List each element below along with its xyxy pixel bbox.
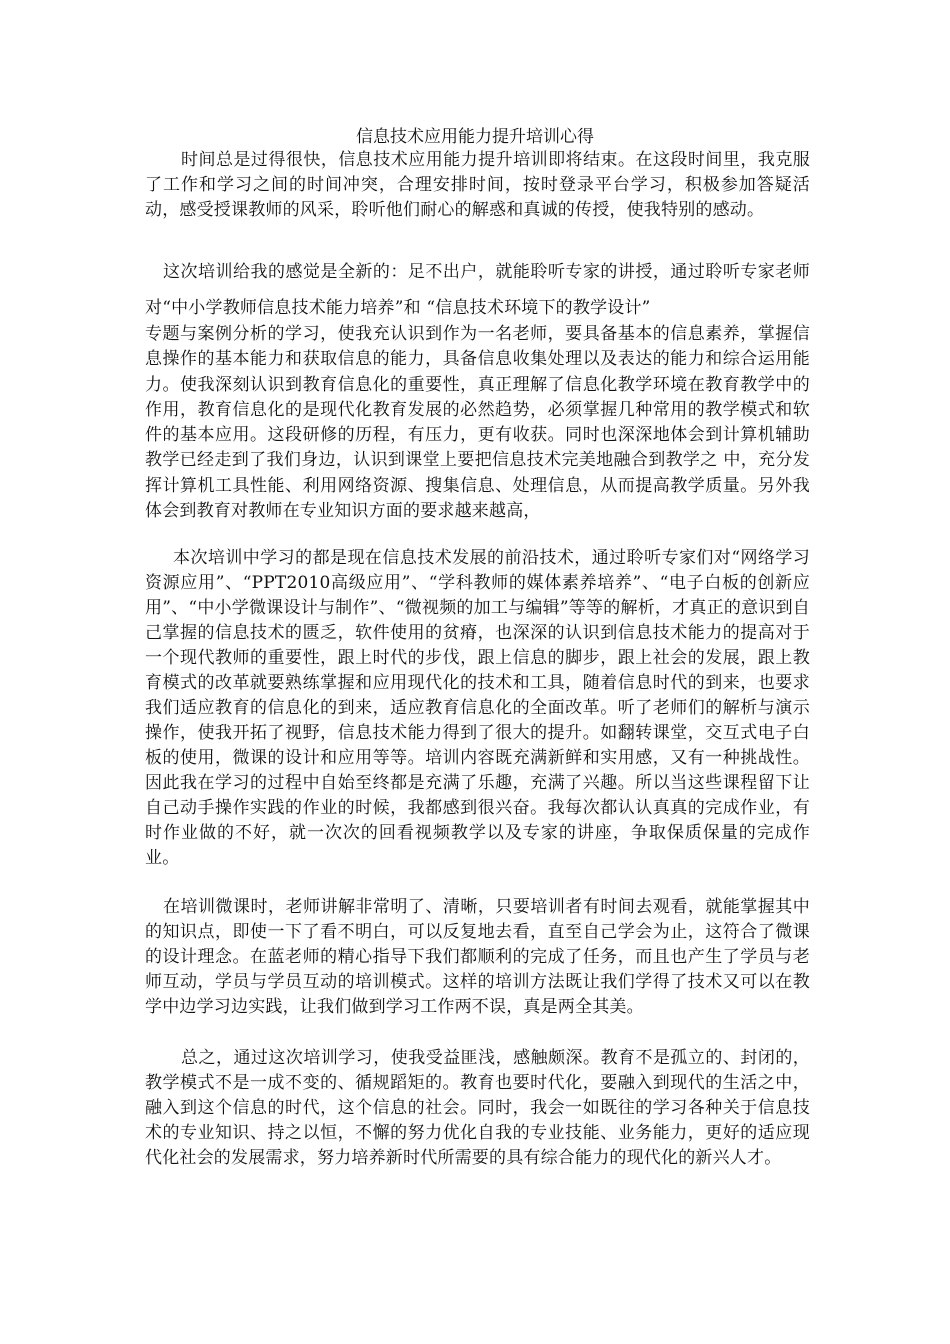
paragraph-content: 本次培训中学习的都是现在信息技术发展的前沿技术，通过聆听专家们对“网络学习资源应用”、“PPT2010高级应用”、“学科教师的媒体素养培养”、“电子白板的创新应用”、“中小学微课设计与制作”、“微视频的加工与编辑”等等的解析，才真正的意识到自己掌握的信息技术的匮乏，软件使用的贫瘠，也深深的认识到信息技术能力的提高对于一个现代教师的重要性，跟上时代的步伐，跟上信息的脚步，跟上社会的发展，跟上教育模式的改革就要熟练掌握和应用现代化的技术和工具，随着信息时代的到来，也要求我们适应教育的信息化的到来，适应教育信息化的全面改革。听了老师们的解析与演示操作，使我开拓了视野，信息技术能力得到了很大的提升。如翻转课堂，交互式电子白板的使用，微课的设计和应用等等。培训内容既充满新鲜和实用感，又有一种挑战性。因此我在学习的过程中自始至终都是充满了乐趣，充满了兴趣。所以当这些课程留下让自己动手操作实践的作业的时候，我都感到很兴奋。我每次都认认真真的完成作业，有时作业做的不好，就一次次的回看视频教学以及专家的讲座，争取保质保量的完成作业。 xyxy=(145,548,810,868)
paragraph-conclusion: 总之，通过这次培训学习，使我受益匪浅，感触颇深。教育不是孤立的、封闭的，教学模式不是一成不变的、循规蹈矩的。教育也要时代化，要融入到现代的生活之中，融入到这个信息的时代，这个信息的社会。同时，我会一如既往的学习各种关于信息技术的专业知识、持之以恒，不懈的努力优化自我的专业技能、业务能力，更好的适应现代化社会的发展需求，努力培养新时代所需要的具有综合能力的现代化的新兴人才。 xyxy=(145,1048,810,1168)
document-title: 信息技术应用能力提升培训心得 xyxy=(356,127,594,147)
paragraph-feeling-body: 专题与案例分析的学习，使我充认识到作为一名老师，要具备基本的信息素养，掌握信息操作的基本能力和获取信息的能力，具备信息收集处理以及表达的能力和综合运用能力。使我深刻认识到教育信息化的重要性，真正理解了信息化教学环境在教育教学中的作用，教育信息化的是现代化教育发展的必然趋势，必须掌握几种常用的教学模式和软件的基本应用。这段研修的历程，有压力，更有收获。同时也深深地体会到计算机辅助教学已经走到了我们身边，认识到课堂上要把信息技术完美地融合到教学之 中，充分发挥计算机工具性能、利用网络资源、搜集信息、处理信息，从而提高教学质量。另外我体会到教育对教师在专业知识方面的要求越来越高， xyxy=(145,324,810,522)
paragraph-microlesson: 在培训微课时，老师讲解非常明了、清晰，只要培训者有时间去观看，就能掌握其中的知识点，即使一下了看不明白，可以反复地去看，直至自己学会为止，这符合了微课的设计理念。在蓝老师的精心指导下我们都顺利的完成了任务，而且也产生了学员与老师互动，学员与学员互动的培训模式。这样的培训方法既让我们学得了技术又可以在教学中边学习边实践，让我们做到学习工作两不误，真是两全其美。 xyxy=(145,897,810,1017)
paragraph-feeling-lead: 这次培训给我的感觉是全新的：足不出户，就能聆听专家的讲授，通过聆听专家老师对“中小学教师信息技术能力培养”和 “信息技术环境下的教学设计” xyxy=(145,262,810,318)
paragraph-intro: 时间总是过得很快，信息技术应用能力提升培训即将结束。在这段时间里，我克服了工作和学习之间的时间冲突，合理安排时间，按时登录平台学习，积极参加答疑活动，感受授课教师的风采，聆听他们耐心的解惑和真诚的传授，使我特别的感动。 xyxy=(145,150,810,221)
